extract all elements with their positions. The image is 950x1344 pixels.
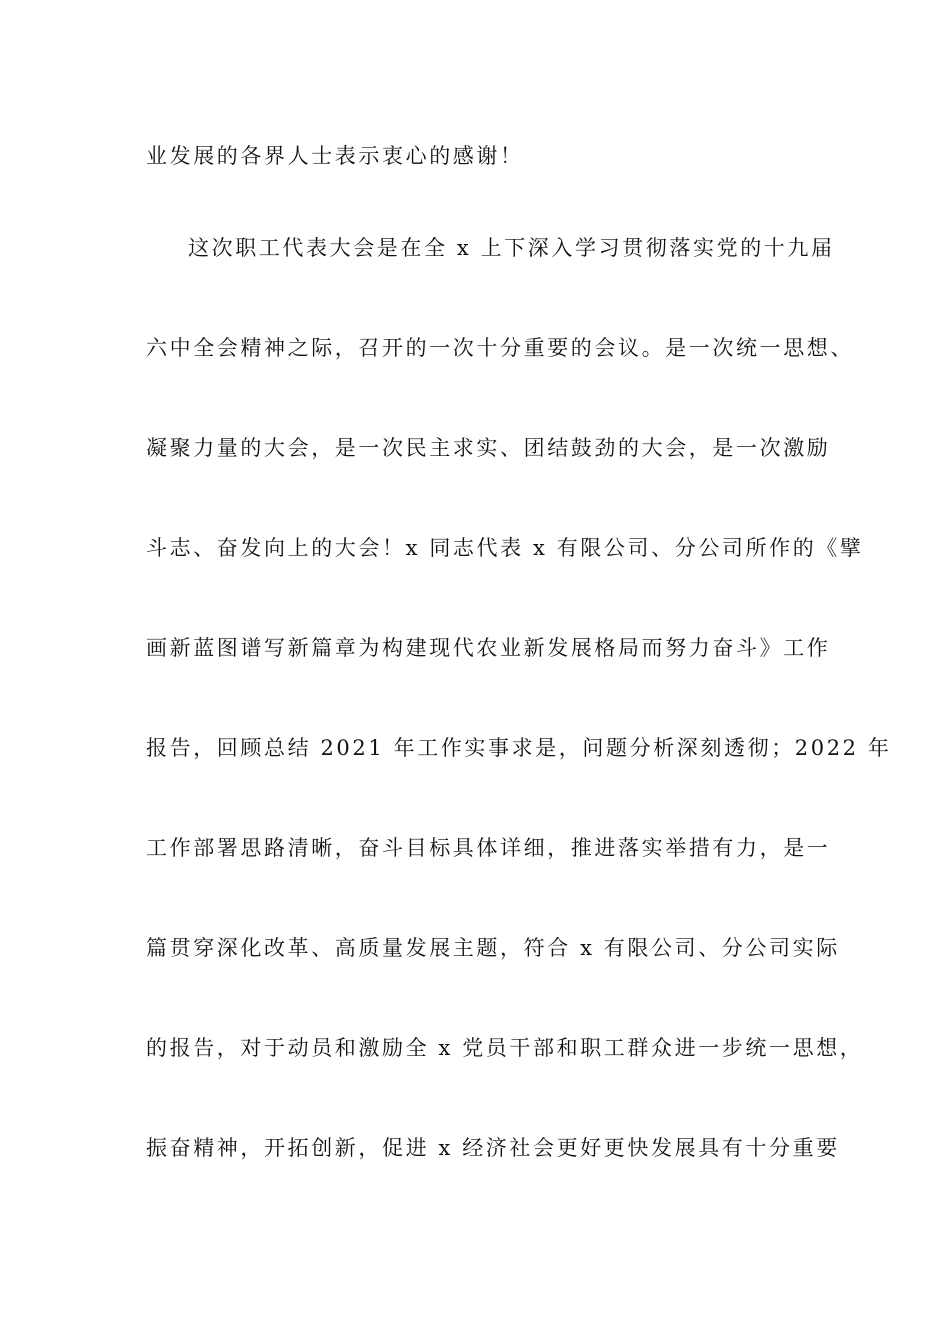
paragraph-line-9: 篇贯穿深化改革、高质量发展主题，符合 x 有限公司、分公司实际 [146, 936, 840, 960]
paragraph-line-5: 斗志、奋发向上的大会！x 同志代表 x 有限公司、分公司所作的《擘 [146, 536, 864, 560]
paragraph-line-1: 业发展的各界人士表示衷心的感谢！ [146, 144, 524, 168]
paragraph-line-11: 振奋精神，开拓创新，促进 x 经济社会更好更快发展具有十分重要 [146, 1136, 840, 1160]
paragraph-line-7: 报告，回顾总结 2021 年工作实事求是，问题分析深刻透彻；2022 年 [146, 736, 892, 760]
paragraph-line-10: 的报告，对于动员和激励全 x 党员干部和职工群众进一步统一思想， [146, 1036, 864, 1060]
paragraph-line-4: 凝聚力量的大会，是一次民主求实、团结鼓劲的大会，是一次激励 [146, 436, 831, 460]
paragraph-line-8: 工作部署思路清晰，奋斗目标具体详细，推进落实举措有力，是一 [146, 836, 831, 860]
paragraph-line-3: 六中全会精神之际，召开的一次十分重要的会议。是一次统一思想、 [146, 336, 854, 360]
paragraph-line-2: 这次职工代表大会是在全 x 上下深入学习贯彻落实党的十九届 [188, 236, 835, 260]
paragraph-line-6: 画新蓝图谱写新篇章为构建现代农业新发展格局而努力奋斗》工作 [146, 636, 831, 660]
